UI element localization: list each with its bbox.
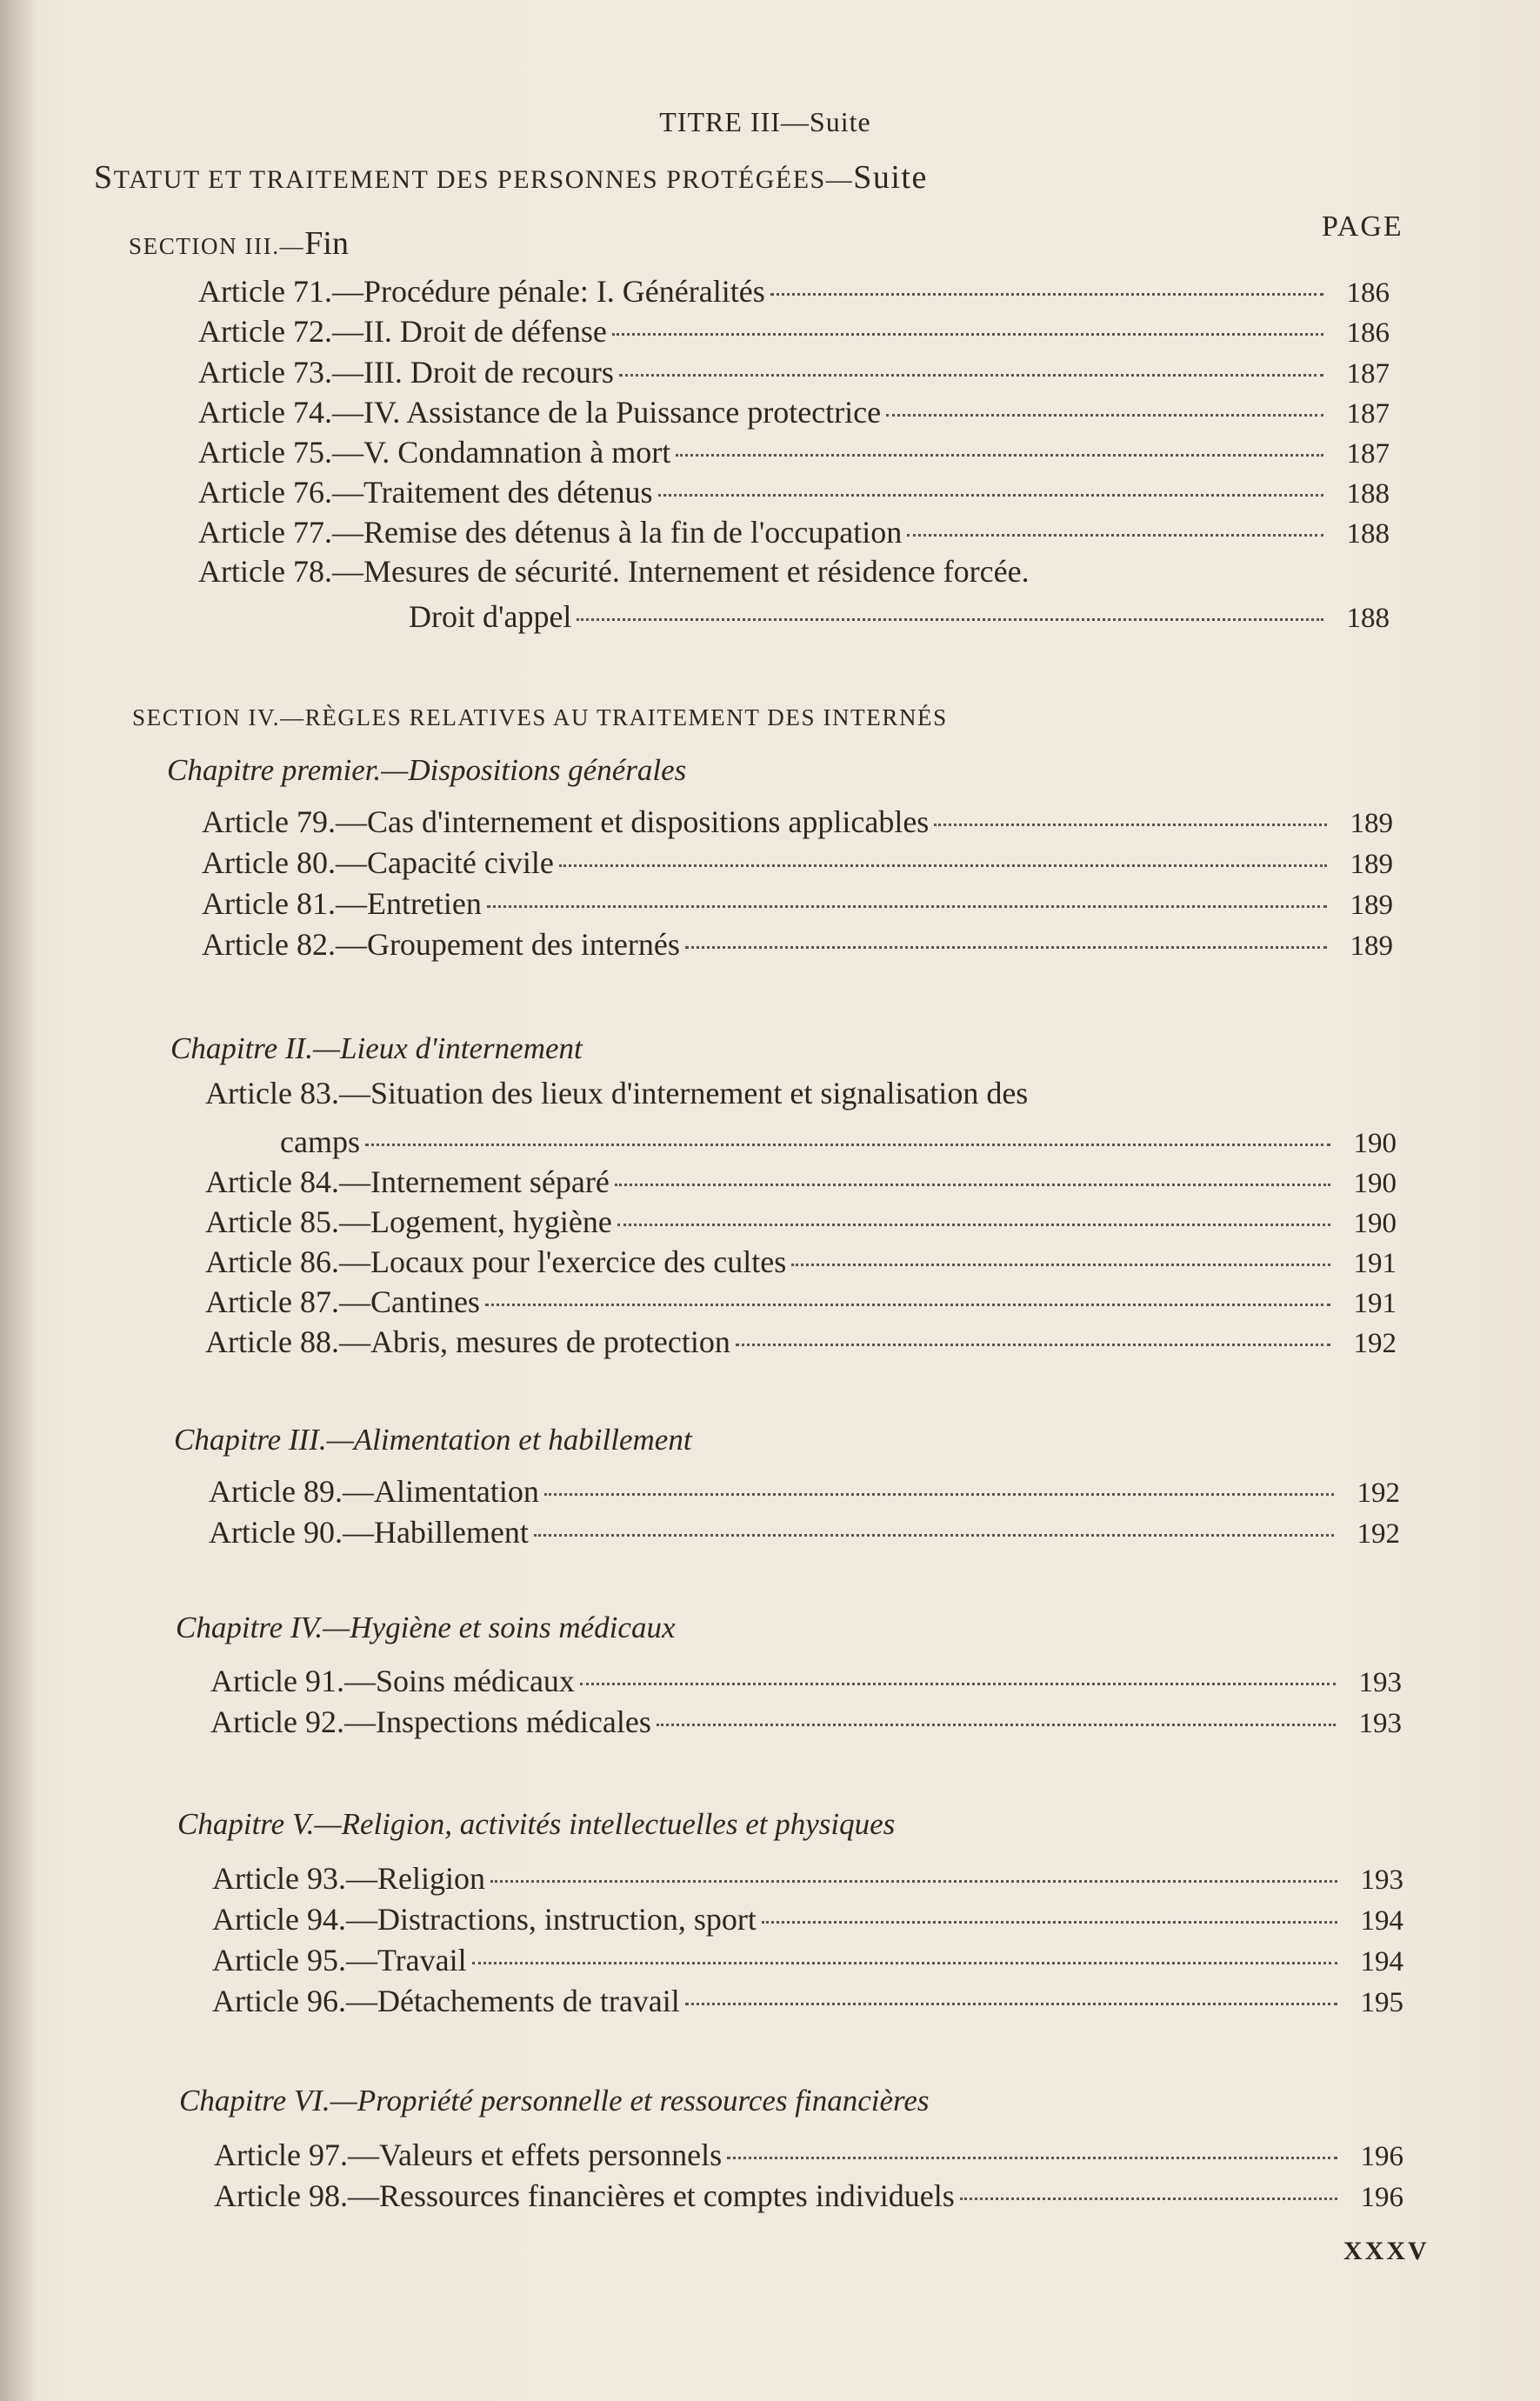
dot-leader [658, 494, 1323, 497]
toc-entry-page: 191 [1353, 1248, 1397, 1279]
toc-entry-label: Article 90.—Habillement [209, 1515, 529, 1550]
toc-entry-page: 195 [1360, 1987, 1403, 2018]
toc-entry-page: 191 [1353, 1288, 1397, 1319]
toc-entry [202, 843, 1393, 883]
part-heading-initial: S [94, 159, 114, 196]
toc-entry-label: Article 93.—Religion [212, 1861, 485, 1896]
toc-entry [202, 802, 1393, 842]
toc-entry-page: 186 [1346, 277, 1390, 309]
toc-entry-page: 194 [1360, 1905, 1403, 1937]
toc-entry-label: Article 77.—Remise des détenus à la fin de l'occupation [198, 515, 903, 550]
dot-leader [580, 1683, 1336, 1685]
toc-entry [202, 924, 1393, 964]
section-4-heading: SECTION IV.—RÈGLES RELATIVES AU TRAITEMENT DES INTERNÉS [132, 704, 948, 730]
chapter-title: Chapitre premier.—Dispositions générales [167, 753, 687, 787]
toc-entry-label: camps [280, 1124, 360, 1159]
toc-entry [209, 1471, 1400, 1511]
dot-leader [472, 1962, 1337, 1964]
toc-entry-label: Article 79.—Cas d'internement et dispositions applicables [202, 804, 930, 839]
toc-entry [205, 1242, 1397, 1282]
dot-leader [886, 414, 1323, 417]
toc-entry [212, 1899, 1403, 1939]
toc-entry-page: 189 [1350, 930, 1393, 962]
toc-entry-label: Article 84.—Internement séparé [205, 1164, 610, 1199]
toc-entry [205, 1202, 1397, 1242]
toc-entry-page: 189 [1350, 808, 1393, 839]
page-folio: XXXV [1343, 2237, 1430, 2265]
toc-entry [212, 1940, 1403, 1980]
toc-entry [205, 1162, 1397, 1202]
dot-leader [685, 2003, 1337, 2005]
dot-leader [487, 905, 1327, 908]
toc-entry-page: 188 [1346, 603, 1390, 634]
toc-entry-label: Article 72.—II. Droit de défense [198, 314, 607, 349]
toc-entry-label: Article 92.—Inspections médicales [210, 1704, 651, 1739]
toc-entry [214, 2135, 1403, 2175]
dot-leader [490, 1880, 1337, 1883]
toc-entry-label: Article 74.—IV. Assistance de la Puissance protectrice [198, 395, 882, 430]
dot-leader [534, 1534, 1334, 1537]
dot-leader [736, 1344, 1330, 1346]
toc-entry [214, 2176, 1403, 2216]
toc-entry-label: Article 85.—Logement, hygiène [205, 1204, 612, 1239]
toc-entry-label: Article 91.—Soins médicaux [210, 1664, 575, 1698]
toc-entry-label: Article 88.—Abris, mesures de protection [205, 1324, 730, 1359]
toc-entry-label: Article 76.—Traitement des détenus [198, 475, 653, 510]
toc-entry-label: Article 94.—Distractions, instruction, sport [212, 1902, 757, 1937]
chapter-title: Chapitre VI.—Propriété personnelle et ressources financières [179, 2084, 930, 2118]
toc-entry-page: 193 [1360, 1864, 1403, 1896]
toc-entry [210, 1702, 1402, 1742]
toc-entry-label: Article 82.—Groupement des internés [202, 927, 680, 962]
toc-entry-page: 187 [1346, 358, 1390, 390]
toc-entry-label: Article 96.—Détachements de travail [212, 1984, 680, 2018]
toc-entry [198, 311, 1390, 351]
toc-entry-label: Article 95.—Travail [212, 1943, 467, 1977]
toc-entry [198, 392, 1390, 432]
section-3-heading-suffix: Fin [304, 225, 349, 262]
section-3-heading [129, 224, 349, 263]
toc-entry [205, 1322, 1397, 1362]
dot-leader [657, 1724, 1336, 1726]
dot-leader [934, 824, 1327, 826]
toc-entry-label: Article 75.—V. Condamnation à mort [198, 435, 671, 470]
toc-entry [198, 432, 1390, 472]
toc-entry-page: 186 [1346, 317, 1390, 349]
dot-leader [544, 1493, 1334, 1496]
part-heading [94, 158, 928, 197]
dot-leader [612, 333, 1323, 336]
toc-entry-label: Article 86.—Locaux pour l'exercice des cultes [205, 1244, 787, 1279]
dot-leader [485, 1304, 1330, 1306]
toc-entry-label: Article 80.—Capacité civile [202, 845, 554, 880]
toc-entry [209, 1512, 1400, 1552]
toc-entry-page: 188 [1346, 478, 1390, 510]
dot-leader [770, 293, 1323, 296]
toc-entry [198, 472, 1390, 512]
toc-entry-page: 193 [1358, 1708, 1402, 1739]
toc-entry-label: Droit d'appel [409, 599, 572, 634]
toc-entry-page: 196 [1360, 2141, 1403, 2172]
toc-entry-label: Article 89.—Alimentation [209, 1474, 539, 1509]
toc-entry-label: Article 73.—III. Droit de recours [198, 355, 614, 390]
toc-entry [210, 1661, 1402, 1701]
dot-leader [907, 534, 1323, 537]
toc-entry-page: 194 [1360, 1946, 1403, 1977]
toc-entry [212, 1981, 1403, 2021]
toc-entry-label: Article 97.—Valeurs et effets personnels [214, 2138, 723, 2172]
part-heading-suite: Suite [853, 159, 928, 196]
page-column-label: PAGE [1322, 210, 1403, 243]
dot-leader [960, 2198, 1337, 2200]
chapter-title: Chapitre IV.—Hygiène et soins médicaux [176, 1611, 676, 1644]
toc-entry-page: 190 [1353, 1128, 1397, 1159]
toc-entry-page: 187 [1346, 398, 1390, 430]
toc-entry [198, 512, 1390, 552]
dot-leader [676, 454, 1323, 457]
toc-entry [202, 884, 1393, 924]
toc-entry-label-line: Article 83.—Situation des lieux d'internement et signalisation des [205, 1076, 1029, 1110]
toc-entry-label: Article 98.—Ressources financières et comptes individuels [214, 2178, 955, 2213]
toc-entry [198, 271, 1390, 311]
dot-leader [577, 618, 1323, 621]
toc-entry-label: Article 87.—Cantines [205, 1284, 480, 1319]
toc-entry-page: 189 [1350, 890, 1393, 921]
dot-leader [617, 1224, 1330, 1226]
dot-leader [727, 2157, 1337, 2159]
chapter-title: Chapitre II.—Lieux d'internement [170, 1031, 583, 1065]
toc-entry-page: 192 [1357, 1477, 1400, 1509]
chapter-title: Chapitre III.—Alimentation et habillement [174, 1423, 692, 1457]
toc-entry [198, 352, 1390, 392]
dot-leader [619, 374, 1323, 377]
title-header: TITRE III—Suite [659, 106, 871, 137]
toc-entry [212, 1858, 1403, 1898]
dot-leader [791, 1264, 1330, 1266]
toc-entry-page: 192 [1357, 1518, 1400, 1550]
toc-entry [409, 597, 1390, 637]
dot-leader [685, 946, 1327, 949]
chapter-title: Chapitre V.—Religion, activités intellectuelles et physiques [177, 1807, 896, 1841]
toc-entry-label: Article 71.—Procédure pénale: I. Généralités [198, 274, 765, 309]
dot-leader [365, 1144, 1330, 1146]
toc-entry-page: 192 [1353, 1328, 1397, 1359]
toc-entry-page: 189 [1350, 849, 1393, 880]
toc-entry-label-line: Article 78.—Mesures de sécurité. Internement et résidence forcée. [198, 554, 1030, 589]
toc-entry-page: 190 [1353, 1208, 1397, 1239]
toc-entry-page: 187 [1346, 438, 1390, 470]
toc-entry-page: 196 [1360, 2182, 1403, 2213]
section-3-heading-text: SECTION III.— [129, 233, 305, 259]
toc-entry [280, 1122, 1397, 1162]
dot-leader [559, 864, 1327, 867]
part-heading-text: TATUT ET TRAITEMENT DES PERSONNES PROTÉGÉES— [113, 165, 854, 194]
toc-entry [205, 1282, 1397, 1322]
toc-entry-page: 190 [1353, 1168, 1397, 1199]
dot-leader [762, 1921, 1337, 1924]
toc-entry-page: 188 [1346, 518, 1390, 550]
dot-leader [615, 1184, 1330, 1186]
toc-entry-label: Article 81.—Entretien [202, 886, 482, 921]
toc-entry-page: 193 [1358, 1667, 1402, 1698]
